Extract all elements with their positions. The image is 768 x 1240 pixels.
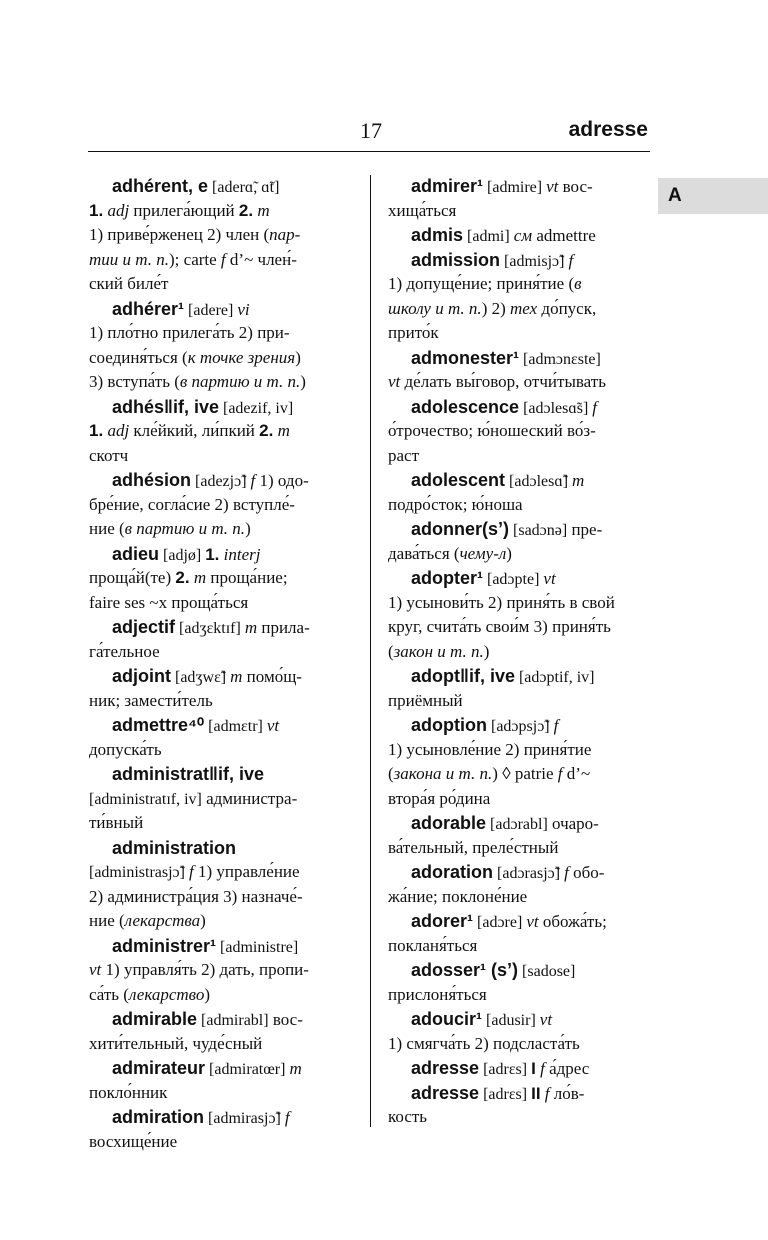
headword: admirer¹ <box>411 176 484 196</box>
italic-label: f <box>568 250 574 270</box>
headword: adhés‖if, ive <box>112 396 219 417</box>
headword: adorable <box>411 813 487 833</box>
definition-text: 1) пло́тно прилега́ть 2) при- <box>89 323 290 342</box>
definition-text: вос- <box>558 177 593 196</box>
dictionary-line <box>388 468 650 493</box>
dictionary-line <box>89 297 355 322</box>
dictionary-line <box>388 664 650 689</box>
dictionary-line <box>89 1081 355 1106</box>
dictionary-line <box>388 615 650 640</box>
definition-text: 1) управле́ние <box>193 862 300 881</box>
dictionary-line <box>89 591 355 616</box>
definition-text: ( <box>388 764 394 783</box>
definition-text: кле́йкий, ли́пкий <box>129 421 260 440</box>
transcription: [adɔlesɑ̃s] <box>519 399 593 417</box>
headword: adhésion <box>112 470 192 490</box>
dictionary-line <box>89 444 355 469</box>
definition-text: дава́ться ( <box>388 543 460 563</box>
definition-text: 1) одо- <box>255 471 309 490</box>
italic-label: к точке зрения <box>187 347 296 367</box>
headword: admettre⁴⁰ <box>112 715 205 735</box>
italic-label: f <box>284 1108 290 1127</box>
dictionary-line <box>89 836 355 861</box>
definition-text: помо́щ- <box>242 667 302 686</box>
definition-text: круг, счита́ть свои́м 3) приня́ть <box>388 617 611 636</box>
headword: admonester¹ <box>411 347 520 368</box>
definition-text: покло́нник <box>89 1082 168 1102</box>
dictionary-line <box>89 248 355 273</box>
sense-number: 1. <box>205 544 220 564</box>
dictionary-line <box>89 566 355 591</box>
italic-label: vt <box>89 960 102 979</box>
dictionary-line <box>89 223 355 248</box>
transcription: [adʒwɛ̃] <box>171 669 231 686</box>
page-number: 17 <box>360 118 382 143</box>
definition-text: прила- <box>257 618 310 637</box>
headword: admission <box>411 249 501 270</box>
definition-text: хити́тельный, чуде́сный <box>89 1033 263 1053</box>
definition-text: ( <box>388 641 394 661</box>
dictionary-line <box>89 395 355 420</box>
thumb-index-letter: A <box>668 185 682 206</box>
definition-text: 1) усынови́ть 2) приня́ть в свой <box>388 592 615 612</box>
dictionary-line <box>388 1032 650 1057</box>
dictionary-line <box>388 272 650 297</box>
transcription: [adezjɔ̃] <box>191 473 251 490</box>
dictionary-line <box>89 542 355 567</box>
dictionary-line <box>388 713 650 738</box>
dictionary-line <box>89 762 355 787</box>
dictionary-line <box>89 811 355 836</box>
transcription: [administre] <box>216 938 299 956</box>
headword: adjectif <box>112 617 176 637</box>
definition-text: ние ( <box>89 911 125 930</box>
dictionary-line <box>89 1105 355 1130</box>
italic-label: школу и т. п. <box>388 298 482 318</box>
definition-text: до́пуск, <box>537 298 597 318</box>
dictionary-line <box>388 223 650 248</box>
thumb-index-tab <box>658 178 768 214</box>
definition-text: жа́ние; поклоне́ние <box>388 886 528 906</box>
dictionary-line <box>89 199 355 224</box>
definition-text: кость <box>388 1107 428 1126</box>
transcription: [adjø] <box>159 546 206 564</box>
headword: adoration <box>411 862 494 882</box>
dictionary-line <box>388 248 650 273</box>
italic-label: f <box>188 862 194 881</box>
headword: admirable <box>112 1009 198 1029</box>
dictionary-line <box>388 297 650 322</box>
definition-text: бре́ние, согла́сие 2) вступле́- <box>89 494 295 514</box>
transcription: [adɔpsjɔ̃] <box>486 718 554 735</box>
right-column <box>388 174 650 1130</box>
italic-label: чему-л <box>459 543 507 563</box>
dictionary-line <box>388 1105 650 1130</box>
italic-label: adj <box>103 200 130 220</box>
sense-number: 2. <box>175 568 190 587</box>
dictionary-line <box>388 395 650 420</box>
italic-label: закон и т. п. <box>393 641 484 661</box>
headword: administrat‖if, ive <box>112 764 264 784</box>
dictionary-line <box>388 321 650 346</box>
definition-text: ) <box>506 543 512 563</box>
italic-label: пар- <box>269 225 301 244</box>
headword: adonner(s’) <box>411 519 510 539</box>
italic-label: vt <box>539 1010 553 1029</box>
sense-number: 2. <box>238 200 254 220</box>
definition-text: 1) управля́ть 2) дать, пропи- <box>101 960 309 979</box>
definition-text: d’~ член́- <box>225 249 297 269</box>
definition-text: очаро- <box>547 814 599 833</box>
transcription: [admɔnɛste] <box>519 350 601 368</box>
left-column <box>89 174 355 1154</box>
definition-text: ) <box>295 347 301 367</box>
dictionary-line <box>388 1081 650 1106</box>
headword: adhérent, e <box>112 176 209 196</box>
dictionary-line <box>388 370 650 395</box>
italic-label: f <box>564 863 569 882</box>
italic-label: f <box>540 1083 550 1103</box>
definition-text: admettre <box>532 226 596 245</box>
transcription: [adezif, iv] <box>219 399 294 417</box>
headword: adopter¹ <box>411 568 483 588</box>
dictionary-line <box>388 762 650 787</box>
transcription: [admire] <box>483 179 547 196</box>
headword: adorer¹ <box>411 911 474 931</box>
italic-label: f <box>250 471 256 490</box>
italic-label: vt <box>266 716 280 735</box>
sense-number: I <box>531 1059 536 1078</box>
dictionary-line <box>89 468 355 493</box>
dictionary-line <box>388 419 650 444</box>
dictionary-line <box>388 885 650 910</box>
dictionary-line <box>388 346 650 371</box>
dictionary-line <box>89 689 355 714</box>
definition-text: ) <box>200 911 206 930</box>
definition-text: о́трочество; ю́ношеский во́з- <box>388 421 596 440</box>
transcription: [admi] <box>463 228 514 245</box>
transcription: [adɔrasjɔ̃] <box>493 865 565 882</box>
italic-label: в партию и т. п. <box>179 372 301 391</box>
italic-label: f <box>592 397 598 417</box>
italic-label: m <box>273 421 290 440</box>
dictionary-line <box>89 983 355 1008</box>
transcription: [admirabl] <box>197 1012 269 1029</box>
italic-label: см <box>513 226 533 245</box>
definition-text: ло́в- <box>549 1083 585 1103</box>
definition-text: ) 2) <box>481 298 511 318</box>
dictionary-line <box>89 885 355 910</box>
dictionary-line <box>388 1007 650 1032</box>
sense-number: 1. <box>89 200 104 220</box>
dictionary-line <box>89 640 355 665</box>
dictionary-line <box>89 419 355 444</box>
definition-text: ник; замести́тель <box>89 690 213 710</box>
dictionary-line <box>89 370 355 395</box>
italic-label: лекарства <box>124 911 201 930</box>
dictionary-line <box>388 566 650 591</box>
sense-number: 1. <box>89 421 104 440</box>
definition-text: хища́ться <box>388 200 457 220</box>
definition-text: обо- <box>568 863 605 882</box>
dictionary-line <box>388 591 650 616</box>
definition-text: де́лать вы́говор, отчи́тывать <box>400 372 606 391</box>
transcription: [adusir] <box>482 1012 540 1029</box>
dictionary-line <box>89 1056 355 1081</box>
definition-text: прито́к <box>388 323 439 342</box>
definition-text: обожа́ть; <box>538 912 607 931</box>
transcription: [adɔre] <box>473 914 527 931</box>
sense-number: II <box>531 1083 541 1103</box>
dictionary-line <box>89 1130 355 1155</box>
dictionary-line <box>89 664 355 689</box>
dictionary-line <box>388 836 650 861</box>
dictionary-line <box>388 738 650 763</box>
italic-label: лекарство <box>128 984 205 1004</box>
definition-text: 1) приве́рженец 2) член ( <box>89 225 270 244</box>
definition-text: пре- <box>567 520 603 539</box>
dictionary-line <box>388 983 650 1008</box>
headword: adresse <box>411 1058 480 1078</box>
transcription: [adrɛs] <box>479 1061 532 1078</box>
definition-text: d’~ <box>562 764 591 783</box>
transcription: [admirasjɔ̃] <box>204 1110 285 1127</box>
headword: adresse <box>411 1082 480 1103</box>
dictionary-line <box>89 738 355 763</box>
definition-text: прислоня́ться <box>388 984 487 1004</box>
dictionary-line <box>388 909 650 934</box>
italic-label: vt <box>526 912 539 931</box>
definition-text: са́ть ( <box>89 984 129 1004</box>
headword: adoucir¹ <box>411 1009 483 1029</box>
headword: admis <box>411 225 464 245</box>
italic-label: закона и т. п. <box>393 764 493 783</box>
transcription: [admɛtr] <box>204 718 267 735</box>
italic-label: m <box>572 471 585 490</box>
italic-label: в <box>574 274 582 293</box>
definition-text: ва́тельный, преле́стный <box>388 837 559 857</box>
definition-text: ) <box>483 641 490 661</box>
transcription: [administratɪf, iv] <box>89 790 202 808</box>
headword: adolescent <box>411 470 506 490</box>
header-rule <box>88 151 650 152</box>
definition-text: ский биле́т <box>89 274 169 293</box>
dictionary-line <box>388 1056 650 1081</box>
definition-text: 1) допуще́ние; приня́тие ( <box>388 274 575 293</box>
definition-text: ) <box>245 519 251 538</box>
headword: adosser¹ (s’) <box>411 960 519 980</box>
transcription: [adere] <box>184 301 238 319</box>
running-head: adresse <box>568 118 648 141</box>
dictionary-line <box>388 640 650 665</box>
dictionary-line <box>89 493 355 518</box>
definition-text: администра- <box>201 788 298 808</box>
transcription: [adɔpte] <box>483 571 544 588</box>
dictionary-line <box>388 860 650 885</box>
dictionary-line <box>89 713 355 738</box>
italic-label: f <box>220 249 226 269</box>
definition-text: га́тельное <box>89 641 160 661</box>
transcription: [adʒɛktɪf] <box>175 620 245 637</box>
dictionary-line <box>89 958 355 983</box>
definition-text: покланя́ться <box>388 935 478 955</box>
definition-text: раст <box>388 445 420 465</box>
page-header <box>88 112 650 152</box>
italic-label: f <box>557 764 563 783</box>
headword: adhérer¹ <box>112 298 185 319</box>
definition-text: ти́вный <box>89 813 144 832</box>
transcription: [sadɔnə] <box>509 522 568 539</box>
definition-text: проща́й(те) <box>89 568 176 587</box>
definition-text: приёмный <box>388 690 463 710</box>
dictionary-line <box>388 958 650 983</box>
italic-label: m <box>253 200 270 220</box>
transcription: [administrasjɔ̃] <box>89 864 189 881</box>
definition-text: восхище́ние <box>89 1131 178 1151</box>
transcription: [adrɛs] <box>479 1085 532 1103</box>
definition-text: ) <box>204 984 211 1004</box>
headword: adoption <box>411 715 487 735</box>
italic-label: f <box>553 716 559 735</box>
italic-label: m <box>230 667 243 686</box>
headword: adjoint <box>112 666 171 686</box>
italic-label: в партию и т. п. <box>124 519 246 538</box>
dictionary-line <box>89 934 355 959</box>
italic-label: interj <box>219 544 261 564</box>
dictionary-line <box>388 444 650 469</box>
definition-text: 3) вступа́ть ( <box>89 372 180 391</box>
headword: admirateur <box>112 1058 206 1078</box>
italic-label: vi <box>237 299 250 319</box>
dictionary-line <box>89 272 355 297</box>
headword: adopt‖if, ive <box>411 666 515 686</box>
dictionary-line <box>89 787 355 812</box>
transcription: [adɔlesɑ̃] <box>505 473 573 490</box>
dictionary-line <box>388 199 650 224</box>
definition-text: соединя́ться ( <box>89 347 188 367</box>
dictionary-line <box>388 689 650 714</box>
dictionary-line <box>388 517 650 542</box>
sense-number: 2. <box>259 421 274 440</box>
definition-text: проща́ние; <box>206 568 288 587</box>
headword: administration <box>112 837 237 858</box>
italic-label: m <box>244 618 258 637</box>
italic-label: тех <box>510 298 538 318</box>
italic-label: vt <box>546 177 559 196</box>
dictionary-line <box>388 934 650 959</box>
column-rule <box>370 175 371 1127</box>
dictionary-line <box>388 787 650 812</box>
definition-text: ) <box>300 372 306 391</box>
italic-label: vt <box>388 372 401 391</box>
dictionary-line <box>89 909 355 934</box>
transcription: [aderɑ̃, ɑ̃t] <box>208 179 280 196</box>
dictionary-line <box>388 174 650 199</box>
dictionary-line <box>388 493 650 518</box>
dictionary-line <box>388 811 650 836</box>
definition-text: faire ses ~x проща́ться <box>89 592 249 612</box>
transcription: [sadose] <box>518 963 576 980</box>
definition-text: ) ◊ patrie <box>492 764 558 783</box>
headword: admiration <box>112 1107 205 1127</box>
italic-label: m <box>189 568 207 587</box>
italic-label: vt <box>543 569 556 588</box>
definition-text: 1) усыновле́ние 2) приня́тие <box>388 739 592 759</box>
italic-label: тии и т. п. <box>89 249 170 269</box>
dictionary-line <box>89 346 355 371</box>
dictionary-line <box>89 321 355 346</box>
italic-label: adj <box>103 421 130 440</box>
headword: adieu <box>112 543 160 564</box>
transcription: [adɔptif, iv] <box>514 669 595 686</box>
dictionary-line <box>89 517 355 542</box>
dictionary-line <box>89 1032 355 1057</box>
dictionary-line <box>89 615 355 640</box>
transcription: [admiratœr] <box>205 1061 290 1078</box>
italic-label: m <box>289 1059 302 1078</box>
definition-text: 2) администра́ция 3) назначе́- <box>89 886 303 906</box>
definition-text: вос- <box>268 1010 303 1029</box>
dictionary-line <box>89 1007 355 1032</box>
headword: adolescence <box>411 396 520 417</box>
transcription: [admisjɔ̃] <box>500 252 569 270</box>
italic-label: f <box>535 1059 545 1078</box>
definition-text: ); carte <box>169 249 221 269</box>
definition-text: подро́сток; ю́ноша <box>388 494 523 514</box>
dictionary-line <box>89 174 355 199</box>
definition-text: втора́я ро́дина <box>388 788 491 808</box>
definition-text: прилега́ющий <box>129 200 239 220</box>
definition-text: ние ( <box>89 519 125 538</box>
dictionary-line <box>388 542 650 567</box>
transcription: [adɔrabl] <box>486 816 548 833</box>
definition-text: скотч <box>89 445 129 465</box>
definition-text: а́дрес <box>544 1059 590 1078</box>
dictionary-line <box>89 860 355 885</box>
definition-text: допуска́ть <box>89 739 162 759</box>
headword: administrer¹ <box>112 935 217 956</box>
definition-text: 1) смягча́ть 2) подсласта́ть <box>388 1033 580 1053</box>
